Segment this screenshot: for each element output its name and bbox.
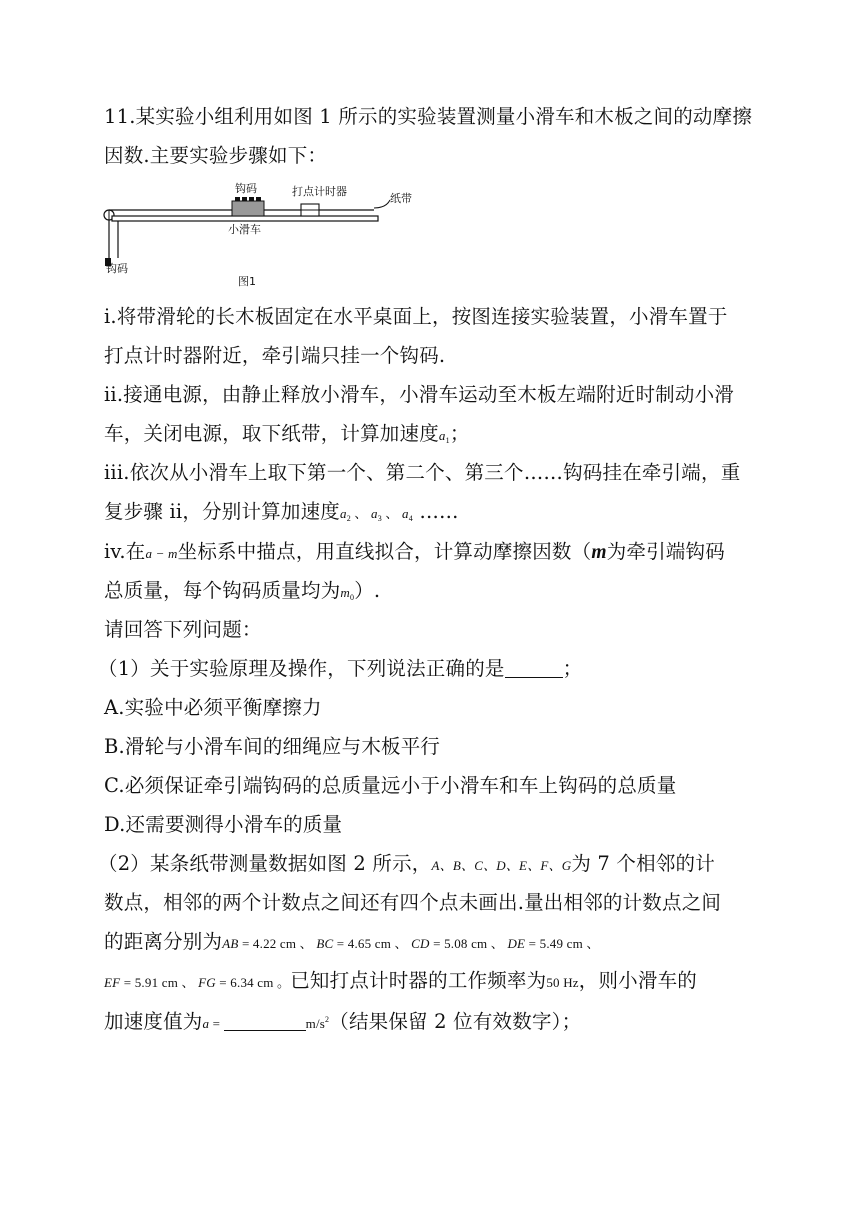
label-timer: 打点计时器 xyxy=(292,185,347,198)
q1-answer-blank xyxy=(505,659,563,678)
question-line-2: 因数.主要实验步骤如下： xyxy=(104,144,328,167)
step-i-line-2: 打点计时器附近，牵引端只挂一个钩码. xyxy=(104,344,446,367)
step-iii-line-1: iii.依次从小滑车上取下第一个、第二个、第三个……钩码挂在牵引端，重 xyxy=(104,461,741,484)
step-i-line-1: i.将带滑轮的长木板固定在水平桌面上，按图连接实验装置，小滑车置于 xyxy=(104,305,728,328)
q1-option-b: B.滑轮与小滑车间的细绳应与木板平行 xyxy=(104,735,441,758)
step-ii-line-2: 车，关闭电源，取下纸带，计算加速度$a_1$； xyxy=(104,422,470,445)
question-line-1: 11.某实验小组利用如图 1 所示的实验装置测量小滑车和木板之间的动摩擦 xyxy=(104,105,753,128)
q1-option-a: A.实验中必须平衡摩擦力 xyxy=(104,696,322,719)
figure-1-apparatus xyxy=(98,180,428,292)
q2-line-4: EF = 5.91 cm 、 FG = 6.34 cm 。已知打点计时器的工作频率为50 Hz，则小滑车的 xyxy=(104,969,697,992)
step-iii-line-2: 复步骤 ii，分别计算加速度$a_2$ 、 $a_3$ 、 $a_4$ …… xyxy=(104,500,459,523)
label-weights-top: 钩码 xyxy=(235,182,257,195)
q1-option-d: D.还需要测得小滑车的质量 xyxy=(104,813,343,836)
paper-tape xyxy=(374,200,390,208)
label-hanging-weight: 钩码 xyxy=(106,262,128,275)
q1-option-c: C.必须保证牵引端钩码的总质量远小于小滑车和车上钩码的总质量 xyxy=(104,774,677,797)
wooden-board xyxy=(112,216,378,221)
step-iv-line-1: iv.在a − m坐标系中描点，用直线拟合，计算动摩擦因数（m为牵引端钩码 xyxy=(104,540,725,563)
q2-answer-blank xyxy=(224,1012,306,1031)
q2-line-2: 数点，相邻的两个计数点之间还有四个点未画出.量出相邻的计数点之间 xyxy=(104,891,722,914)
figure-1-caption: 图1 xyxy=(238,275,256,288)
label-tape: 纸带 xyxy=(390,192,412,205)
prompt-text: 请回答下列问题： xyxy=(104,618,262,641)
label-cart: 小滑车 xyxy=(228,223,261,236)
cart xyxy=(232,201,264,216)
q2-line-5: 加速度值为$a = m/s^2$（结果保留 2 位有效数字）； xyxy=(104,1010,582,1033)
q2-line-1: （2）某条纸带测量数据如图 2 所示，A、B、C、D、E、F、G为 7 个相邻的计 xyxy=(98,852,715,875)
step-ii-line-1: ii.接通电源，由静止释放小滑车，小滑车运动至木板左端附近时制动小滑 xyxy=(104,383,734,406)
q1-stem: （1）关于实验原理及操作，下列说法正确的是 ； xyxy=(98,657,583,680)
step-iv-line-2: 总质量，每个钩码质量均为$m_0$）. xyxy=(104,579,381,602)
q2-line-3: 的距离分别为AB = 4.22 cm 、 BC = 4.65 cm 、 CD = 5.08 cm 、 DE = 5.49 cm 、 xyxy=(104,930,600,953)
